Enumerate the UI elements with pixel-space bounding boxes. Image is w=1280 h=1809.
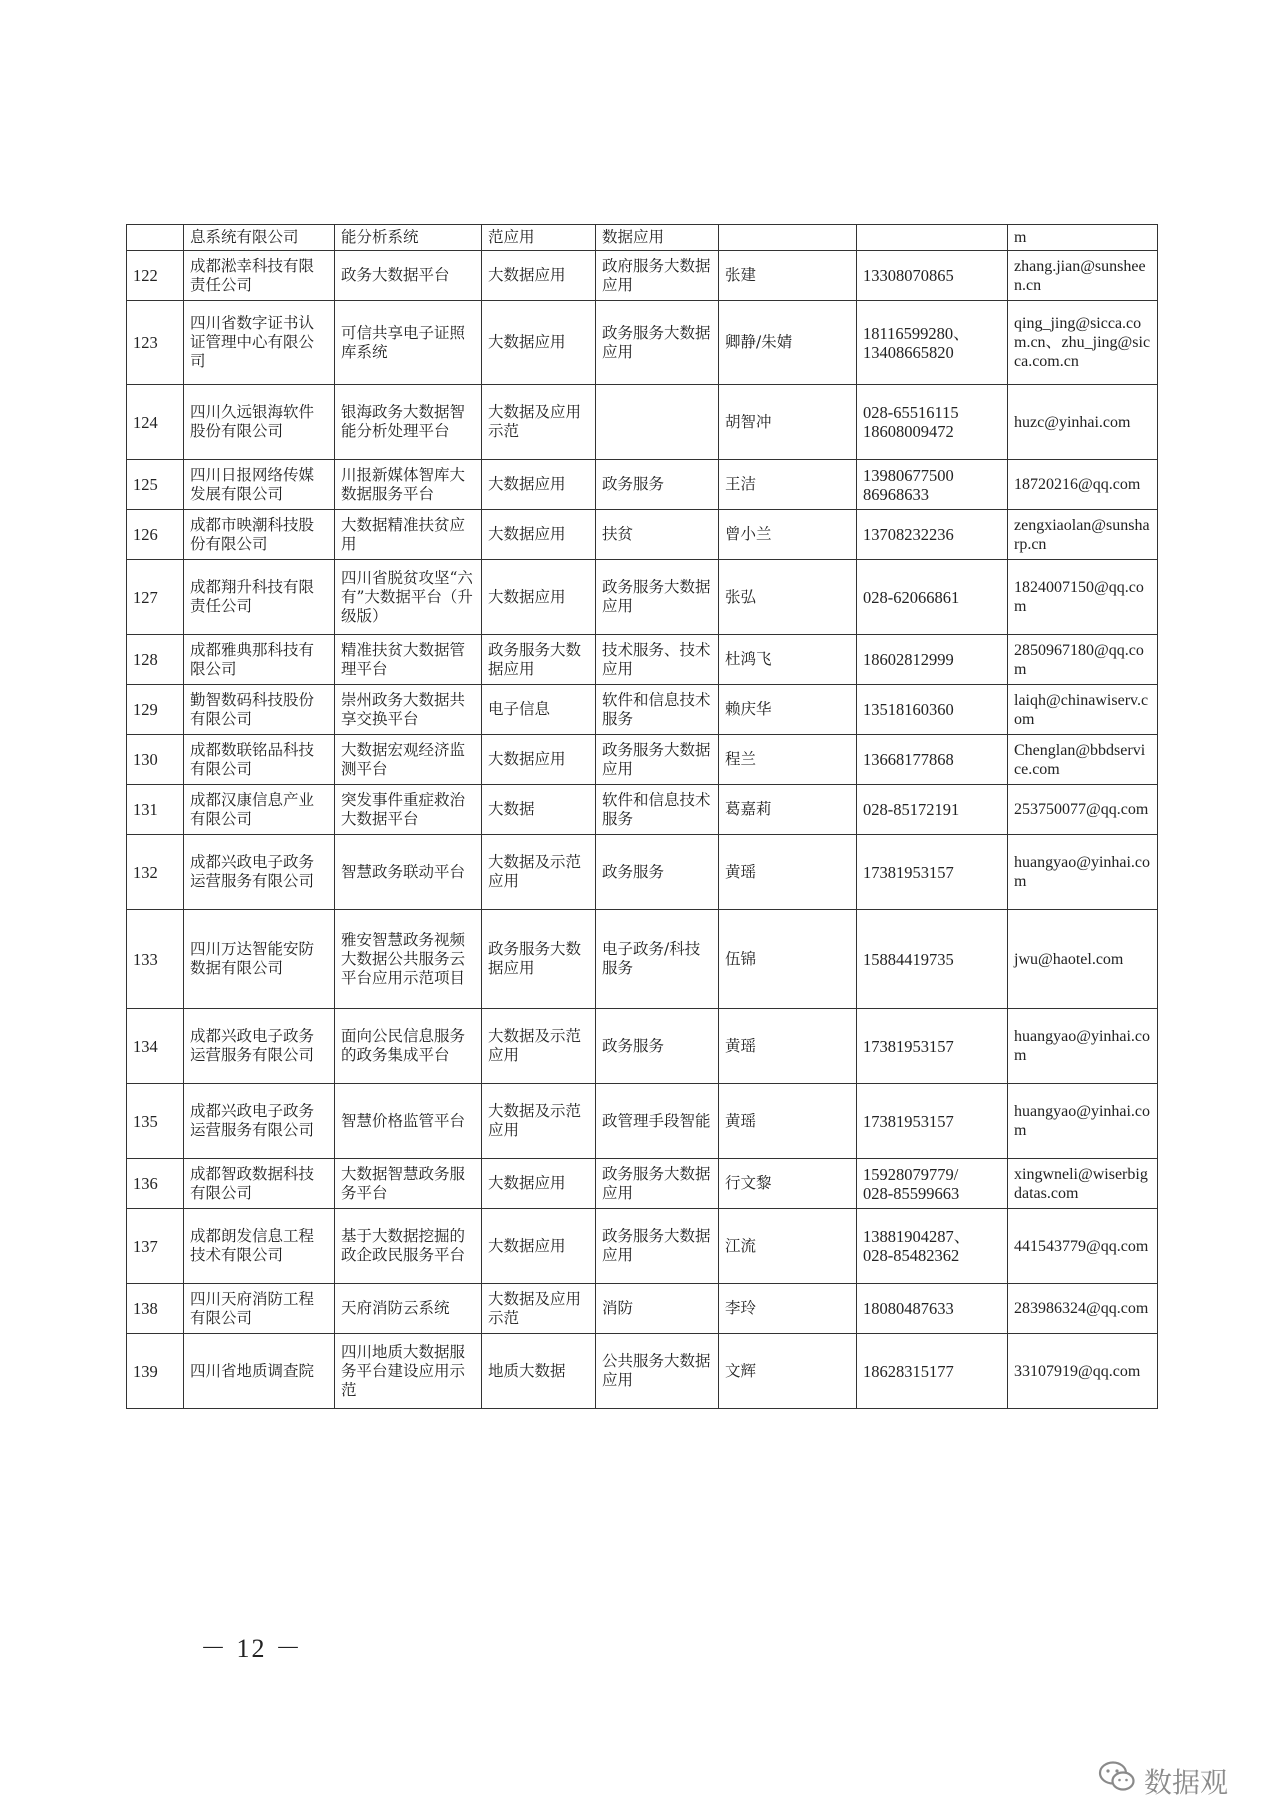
- email-address: 1824007150@qq.com: [1008, 560, 1158, 635]
- table-row: [127, 1084, 1158, 1159]
- row-number: 134: [127, 1009, 184, 1084]
- contact-person: 伍锦: [719, 910, 857, 1009]
- row-number: 135: [127, 1084, 184, 1159]
- contact-person: 行文黎: [719, 1159, 857, 1209]
- watermark: [1098, 1760, 1228, 1801]
- email-address: laiqh@chinawiserv.com: [1008, 685, 1158, 735]
- table-row: [127, 385, 1158, 460]
- phone-number: 15884419735: [857, 910, 1008, 1009]
- email-address: qing_jing@sicca.com.cn、zhu_jing@sicca.com.cn: [1008, 301, 1158, 385]
- phone-number: 13708232236: [857, 510, 1008, 560]
- row-number: 126: [127, 510, 184, 560]
- email-address: huzc@yinhai.com: [1008, 385, 1158, 460]
- table-row: [127, 835, 1158, 910]
- row-number: 137: [127, 1209, 184, 1284]
- table-row: [127, 560, 1158, 635]
- project-name: 精准扶贫大数据管理平台: [335, 635, 482, 685]
- application-field: 电子政务/科技服务: [596, 910, 719, 1009]
- category: 大数据应用: [482, 1159, 596, 1209]
- category: 大数据应用: [482, 1209, 596, 1284]
- company-name: 成都市映潮科技股份有限公司: [184, 510, 335, 560]
- contact-person: 文辉: [719, 1334, 857, 1409]
- category: 电子信息: [482, 685, 596, 735]
- application-field: 政务服务大数据应用: [596, 560, 719, 635]
- table-row: [127, 910, 1158, 1009]
- company-name: 成都汉康信息产业有限公司: [184, 785, 335, 835]
- phone-number: 15928079779/ 028-85599663: [857, 1159, 1008, 1209]
- table-row: [127, 1334, 1158, 1409]
- watermark-text: 数据观: [1143, 1765, 1228, 1799]
- project-name: 川报新媒体智库大数据服务平台: [335, 460, 482, 510]
- category: 大数据应用: [482, 251, 596, 301]
- email-address: 18720216@qq.com: [1008, 460, 1158, 510]
- category: 大数据及示范应用: [482, 1084, 596, 1159]
- category: 地质大数据: [482, 1334, 596, 1409]
- phone-number: 028-65516115 18608009472: [857, 385, 1008, 460]
- contact-person: 胡智冲: [719, 385, 857, 460]
- phone-number: 13518160360: [857, 685, 1008, 735]
- phone-number: [857, 225, 1008, 251]
- table-row: [127, 301, 1158, 385]
- row-number: 128: [127, 635, 184, 685]
- category: 大数据及应用示范: [482, 1284, 596, 1334]
- table-row: [127, 635, 1158, 685]
- category: 大数据应用: [482, 460, 596, 510]
- email-address: 253750077@qq.com: [1008, 785, 1158, 835]
- project-name: 崇州政务大数据共享交换平台: [335, 685, 482, 735]
- application-field: 政务服务大数据应用: [596, 1159, 719, 1209]
- application-field: 政府服务大数据应用: [596, 251, 719, 301]
- project-name: 四川省脱贫攻坚“六有”大数据平台（升级版）: [335, 560, 482, 635]
- application-field: 政务服务: [596, 835, 719, 910]
- phone-number: 17381953157: [857, 1084, 1008, 1159]
- email-address: huangyao@yinhai.com: [1008, 835, 1158, 910]
- application-field: 扶贫: [596, 510, 719, 560]
- application-field: 数据应用: [596, 225, 719, 251]
- row-number: 124: [127, 385, 184, 460]
- application-field: 技术服务、技术应用: [596, 635, 719, 685]
- company-name: 成都兴政电子政务运营服务有限公司: [184, 1009, 335, 1084]
- project-name: 智慧政务联动平台: [335, 835, 482, 910]
- table-row: [127, 1159, 1158, 1209]
- company-name: 四川久远银海软件股份有限公司: [184, 385, 335, 460]
- table-row: [127, 1209, 1158, 1284]
- contact-person: 程兰: [719, 735, 857, 785]
- row-number: 129: [127, 685, 184, 735]
- project-name: 雅安智慧政务视频大数据公共服务云平台应用示范项目: [335, 910, 482, 1009]
- application-field: 消防: [596, 1284, 719, 1334]
- company-name: 四川省数字证书认证管理中心有限公司: [184, 301, 335, 385]
- contact-person: 曾小兰: [719, 510, 857, 560]
- category: 大数据应用: [482, 510, 596, 560]
- contact-person: 杜鸿飞: [719, 635, 857, 685]
- page-number: － 12 －: [200, 1634, 304, 1663]
- category: 政务服务大数据应用: [482, 635, 596, 685]
- email-address: 2850967180@qq.com: [1008, 635, 1158, 685]
- category: 大数据: [482, 785, 596, 835]
- email-address: xingwneli@wiserbigdatas.com: [1008, 1159, 1158, 1209]
- row-number: 132: [127, 835, 184, 910]
- row-number: 130: [127, 735, 184, 785]
- phone-number: 18602812999: [857, 635, 1008, 685]
- row-number: 133: [127, 910, 184, 1009]
- company-name: 成都翔升科技有限责任公司: [184, 560, 335, 635]
- category: 大数据及应用示范: [482, 385, 596, 460]
- contact-person: 张建: [719, 251, 857, 301]
- row-number: 138: [127, 1284, 184, 1334]
- table-row: [127, 460, 1158, 510]
- phone-number: 13881904287、 028-85482362: [857, 1209, 1008, 1284]
- application-field: [596, 385, 719, 460]
- project-name: 四川地质大数据服务平台建设应用示范: [335, 1334, 482, 1409]
- row-number: 131: [127, 785, 184, 835]
- email-address: zengxiaolan@sunsharp.cn: [1008, 510, 1158, 560]
- email-address: Chenglan@bbdservice.com: [1008, 735, 1158, 785]
- row-number: 136: [127, 1159, 184, 1209]
- contact-person: 黄瑶: [719, 1009, 857, 1084]
- phone-number: 18628315177: [857, 1334, 1008, 1409]
- phone-number: 18116599280、 13408665820: [857, 301, 1008, 385]
- project-name: 可信共享电子证照库系统: [335, 301, 482, 385]
- project-name: 智慧价格监管平台: [335, 1084, 482, 1159]
- category: 政务服务大数据应用: [482, 910, 596, 1009]
- contact-person: 葛嘉莉: [719, 785, 857, 835]
- company-name: 成都淞幸科技有限责任公司: [184, 251, 335, 301]
- phone-number: 17381953157: [857, 835, 1008, 910]
- row-number: 139: [127, 1334, 184, 1409]
- row-number: 127: [127, 560, 184, 635]
- phone-number: 17381953157: [857, 1009, 1008, 1084]
- company-name: 成都智政数据科技有限公司: [184, 1159, 335, 1209]
- table-row: [127, 1009, 1158, 1084]
- contact-person: 黄瑶: [719, 1084, 857, 1159]
- project-name: 天府消防云系统: [335, 1284, 482, 1334]
- email-address: zhang.jian@sunsheen.cn: [1008, 251, 1158, 301]
- contact-person: 江流: [719, 1209, 857, 1284]
- project-name: 大数据宏观经济监测平台: [335, 735, 482, 785]
- application-field: 政务服务大数据应用: [596, 301, 719, 385]
- phone-number: 13308070865: [857, 251, 1008, 301]
- category: 大数据及示范应用: [482, 835, 596, 910]
- company-name: 成都兴政电子政务运营服务有限公司: [184, 1084, 335, 1159]
- contact-person: 王洁: [719, 460, 857, 510]
- row-number: [127, 225, 184, 251]
- contact-person: 李玲: [719, 1284, 857, 1334]
- phone-number: 18080487633: [857, 1284, 1008, 1334]
- email-address: 441543779@qq.com: [1008, 1209, 1158, 1284]
- contact-person: [719, 225, 857, 251]
- email-address: 283986324@qq.com: [1008, 1284, 1158, 1334]
- project-name: 大数据精准扶贫应用: [335, 510, 482, 560]
- application-field: 政务服务: [596, 460, 719, 510]
- project-name: 大数据智慧政务服务平台: [335, 1159, 482, 1209]
- row-number: 122: [127, 251, 184, 301]
- company-name: 四川万达智能安防数据有限公司: [184, 910, 335, 1009]
- wechat-icon: [1098, 1760, 1136, 1801]
- email-address: m: [1008, 225, 1158, 251]
- application-field: 政管理手段智能: [596, 1084, 719, 1159]
- email-address: huangyao@yinhai.com: [1008, 1009, 1158, 1084]
- application-field: 软件和信息技术服务: [596, 685, 719, 735]
- project-name: 政务大数据平台: [335, 251, 482, 301]
- company-name: 勤智数码科技股份有限公司: [184, 685, 335, 735]
- row-number: 125: [127, 460, 184, 510]
- application-field: 公共服务大数据应用: [596, 1334, 719, 1409]
- application-field: 政务服务: [596, 1009, 719, 1084]
- email-address: huangyao@yinhai.com: [1008, 1084, 1158, 1159]
- row-number: 123: [127, 301, 184, 385]
- contact-person: 黄瑶: [719, 835, 857, 910]
- company-name: 四川省地质调查院: [184, 1334, 335, 1409]
- project-name: 突发事件重症救治大数据平台: [335, 785, 482, 835]
- contact-person: 张弘: [719, 560, 857, 635]
- company-name: 成都雅典那科技有限公司: [184, 635, 335, 685]
- contact-person: 卿静/朱婧: [719, 301, 857, 385]
- contact-person: 赖庆华: [719, 685, 857, 735]
- table-row: [127, 685, 1158, 735]
- project-name: 银海政务大数据智能分析处理平台: [335, 385, 482, 460]
- category: 大数据应用: [482, 301, 596, 385]
- company-name: 成都兴政电子政务运营服务有限公司: [184, 835, 335, 910]
- application-field: 政务服务大数据应用: [596, 735, 719, 785]
- company-name: 四川日报网络传媒发展有限公司: [184, 460, 335, 510]
- table-row: [127, 1284, 1158, 1334]
- company-name: 四川天府消防工程有限公司: [184, 1284, 335, 1334]
- company-name: 成都朗发信息工程技术有限公司: [184, 1209, 335, 1284]
- phone-number: 028-62066861: [857, 560, 1008, 635]
- table-row: [127, 510, 1158, 560]
- category: 大数据应用: [482, 735, 596, 785]
- project-name: 基于大数据挖掘的政企政民服务平台: [335, 1209, 482, 1284]
- phone-number: 13668177868: [857, 735, 1008, 785]
- company-name: 息系统有限公司: [184, 225, 335, 251]
- table-row: [127, 225, 1158, 251]
- phone-number: 028-85172191: [857, 785, 1008, 835]
- project-name: 能分析系统: [335, 225, 482, 251]
- table-row: [127, 785, 1158, 835]
- category: 大数据应用: [482, 560, 596, 635]
- application-field: 软件和信息技术服务: [596, 785, 719, 835]
- application-field: 政务服务大数据应用: [596, 1209, 719, 1284]
- company-name: 成都数联铭品科技有限公司: [184, 735, 335, 785]
- category: 大数据及示范应用: [482, 1009, 596, 1084]
- project-name: 面向公民信息服务的政务集成平台: [335, 1009, 482, 1084]
- phone-number: 13980677500 86968633: [857, 460, 1008, 510]
- email-address: jwu@haotel.com: [1008, 910, 1158, 1009]
- enterprise-project-table: [126, 224, 1158, 1409]
- table-row: [127, 251, 1158, 301]
- category: 范应用: [482, 225, 596, 251]
- table-row: [127, 735, 1158, 785]
- email-address: 33107919@qq.com: [1008, 1334, 1158, 1409]
